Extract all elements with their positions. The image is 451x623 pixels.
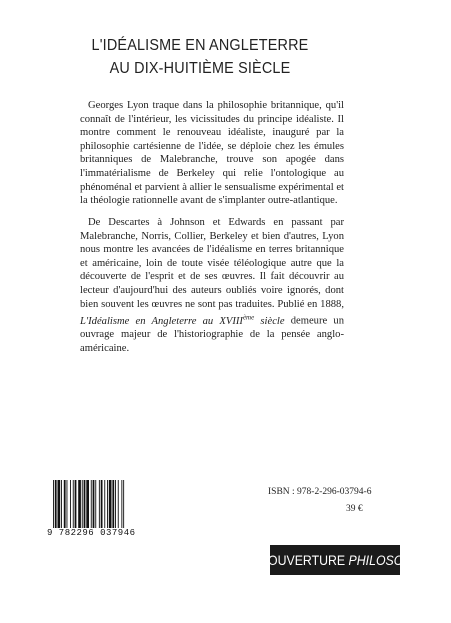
blurb-paragraph-2-text-b: demeure un ouvrage majeur de l'historiographie de la pensée anglo-américaine. xyxy=(80,315,344,354)
barcode-bar xyxy=(93,480,95,528)
barcode-bar xyxy=(95,480,96,528)
price: 39 € xyxy=(346,504,363,514)
book-title-superscript: ème xyxy=(242,313,255,322)
barcode-bar xyxy=(58,480,61,528)
barcode-bar xyxy=(104,480,105,528)
book-title-text: L'Idéalisme en Angleterre au XVIII xyxy=(80,315,243,327)
barcode-bar xyxy=(64,480,66,528)
barcode-bar xyxy=(121,480,122,528)
barcode-bar xyxy=(99,480,100,528)
barcode-bar xyxy=(123,480,124,528)
blurb-paragraph-2 xyxy=(80,216,344,355)
barcode-bar xyxy=(107,480,108,528)
barcode-bar xyxy=(73,480,74,528)
title-line-1: L'IDÉALISME EN ANGLETERRE xyxy=(91,37,309,54)
barcode-bar xyxy=(91,480,92,528)
blurb-paragraph-1: Georges Lyon traque dans la philosophie britannique, qu'il connaît de l'intérieur, les vicissitudes du principe idéaliste. Il montre comment le renouveau idéaliste, inauguré par la philosophie cartésienne de l'idée, se déploie chez les émules britanniques de Malebranche, trouve son apogée dans l'immatérialisme de Berkeley qui relie l'ontologique au phénoménal et parvient à allier le sensualisme expérimental et la théologie rationnelle avant de s'implanter outre-atlantique. xyxy=(80,100,344,207)
title-line-2: AU DIX-HUITIÈME SIÈCLE xyxy=(109,60,291,77)
series-name-upright: OUVERTURE xyxy=(268,552,349,568)
barcode-bar xyxy=(55,480,57,528)
barcode-bar xyxy=(75,480,77,528)
series-name-italic: PHILOSOPHIQUE xyxy=(348,552,451,568)
barcode-bar xyxy=(112,480,114,528)
barcode-bar xyxy=(53,480,54,528)
barcode-bar xyxy=(67,480,68,528)
barcode-bar xyxy=(84,480,86,528)
series-name xyxy=(268,552,451,568)
book-title-italic xyxy=(80,313,285,327)
book-title-tail: siècle xyxy=(254,315,285,327)
barcode-bar xyxy=(115,480,116,528)
isbn: ISBN : 978-2-296-03794-6 xyxy=(268,487,372,497)
barcode-bar xyxy=(86,480,89,528)
barcode-bar xyxy=(61,480,62,528)
barcode-number: 9 782296 037946 xyxy=(47,528,157,538)
barcode-bars xyxy=(47,480,157,532)
barcode-bar xyxy=(82,480,83,528)
barcode-bar xyxy=(101,480,103,528)
barcode-bar xyxy=(118,480,119,528)
barcode-bar xyxy=(70,480,71,528)
barcode-bar xyxy=(109,480,112,528)
blurb-paragraph-2-text-a: De Descartes à Johnson et Edwards en passant par Malebranche, Norris, Collier, Berkeley et bien d'autres, Lyon nous montre les avancées de l'idéalisme en terres britannique et américaine, loin de toute visée téléologique autre que la découverte de l'esprit et de ses œuvres. Il fait découvrir au lecteur d'aujourd'hui des auteurs oubliés voire ignorés, dont bien souvent les œuvres ne sont pas traduites. Publié en 1888, xyxy=(80,217,344,310)
barcode-bar xyxy=(78,480,81,528)
